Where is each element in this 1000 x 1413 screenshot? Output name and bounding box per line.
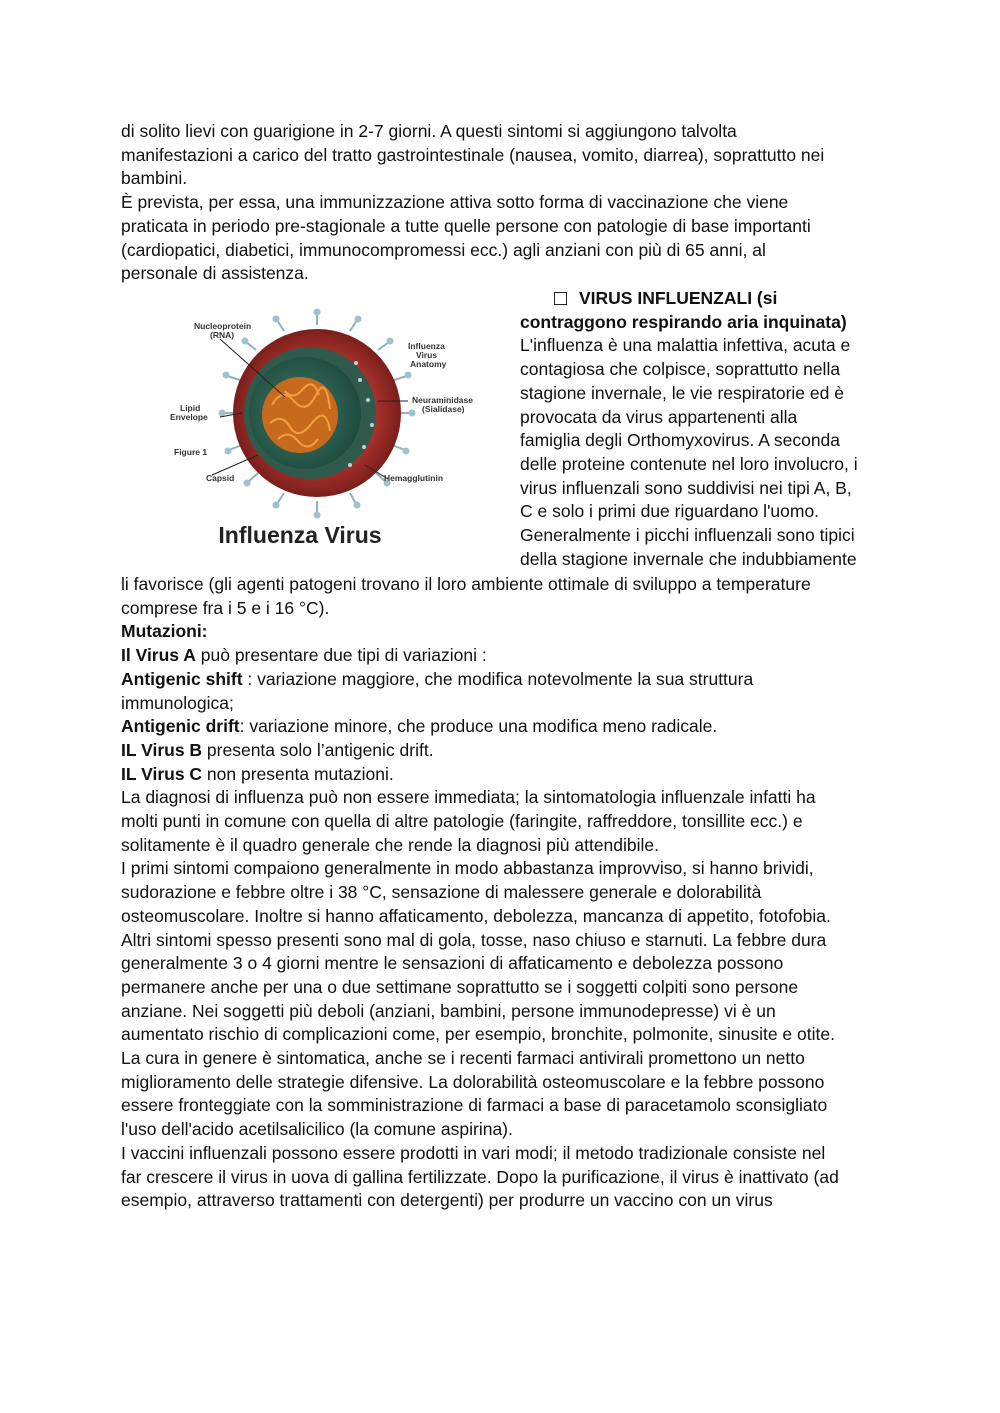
drift-line: [121, 715, 881, 739]
influenza-virus-figure: [160, 305, 490, 555]
virus-c-line: [121, 763, 881, 787]
intro-line: di solito lievi con guarigione in 2-7 giorni. A questi sintomi si aggiungono talvolta: [121, 121, 737, 141]
body-line: Altri sintomi spesso presenti sono mal di gola, tosse, naso chiuso e starnuti. La febbre dura: [121, 929, 827, 950]
body-line: generalmente 3 o 4 giorni mentre le sensazioni di affaticamento e debolezza possono: [121, 953, 784, 974]
section-line: famiglia degli Orthomyxovirus. A seconda: [520, 430, 841, 451]
virus-illustration: [160, 305, 490, 555]
section-line: L'influenza è una malattia infettiva, acuta e: [520, 335, 851, 356]
body-line: permanere anche per una o due settimane soprattutto se i soggetti colpiti sono persone: [121, 976, 799, 997]
intro-line: personale di assistenza.: [121, 263, 309, 284]
section-line: Generalmente i picchi influenzali sono tipici: [520, 525, 855, 546]
body-line: I primi sintomi compaiono generalmente in modo abbastanza improvviso, si hanno brividi,: [121, 858, 814, 879]
main-body: [121, 573, 881, 1213]
intro-paragraph: [121, 120, 881, 286]
section-line: virus influenzali sono suddivisi nei tipi A, B,: [520, 477, 852, 498]
section-line: C e solo i primi due riguardano l'uomo.: [520, 501, 820, 522]
body-line: l'uso dell'acido acetilsalicilico (la comune aspirina).: [121, 1119, 513, 1140]
body-line: miglioramento delle strategie difensive. La dolorabilità osteomuscolare e la febbre possono: [121, 1071, 825, 1092]
label-lipid: Lipid: [180, 403, 201, 413]
mutazioni-heading-text: Mutazioni:: [121, 621, 208, 642]
virus-a-text: può presentare due tipi di variazioni :: [195, 645, 487, 666]
intro-line: manifestazioni a carico del tratto gastrointestinale (nausea, vomito, diarrea), soprattutto nei: [121, 144, 825, 165]
shift-line-2: immunologica;: [121, 692, 234, 713]
body-line: I vaccini influenzali possono essere prodotti in vari modi; il metodo tradizionale consiste nel: [121, 1142, 826, 1163]
label-figure-1: Figure 1: [174, 447, 208, 457]
body-line: essere fronteggiate con la somministrazione di farmaci a base di paracetamolo sconsigliato: [121, 1095, 828, 1116]
shift-text: : variazione maggiore, che modifica notevolmente la sua struttura: [242, 668, 754, 689]
virus-a-label: Il Virus A: [121, 645, 196, 666]
intro-line: (cardiopatici, diabetici, immunocompromessi ecc.) agli anziani con più di 65 anni, al: [121, 239, 766, 260]
body-line: comprese fra i 5 e i 16 °C).: [121, 597, 330, 618]
label-capsid: Capsid: [206, 473, 235, 483]
intro-line: bambini.: [121, 168, 188, 189]
shift-line: [121, 668, 881, 692]
virus-b-label: IL Virus B: [121, 739, 203, 760]
body-line: La cura in genere è sintomatica, anche se i recenti farmaci antivirali promettono un netto: [121, 1048, 805, 1069]
label-rna: (RNA): [210, 330, 235, 340]
section-line: contagiosa che colpisce, soprattutto nella: [520, 359, 841, 380]
checkbox-icon: [554, 292, 567, 305]
label-sialidase: (Sialidase): [422, 404, 465, 414]
drift-label: Antigenic drift: [121, 716, 240, 737]
section-heading: [520, 287, 882, 311]
section-line: delle proteine contenute nel loro involucro, i: [520, 453, 858, 474]
drift-text: : variazione minore, che produce una modifica meno radicale.: [239, 716, 718, 737]
virus-b-text: presenta solo l’antigenic drift.: [202, 739, 434, 760]
section-line: della stagione invernale che indubbiamente: [520, 548, 857, 569]
label-neuraminidase: Neuraminidase: [412, 395, 473, 405]
virus-c-label: IL Virus C: [121, 763, 203, 784]
intro-line: È prevista, per essa, una immunizzazione attiva sotto forma di vaccinazione che viene: [121, 192, 789, 213]
virus-a-line: [121, 644, 881, 668]
body-line: La diagnosi di influenza può non essere immediata; la sintomatologia influenzale infatti ha: [121, 787, 816, 808]
section-line: provocata da virus appartenenti alla: [520, 406, 798, 427]
virus-influenzali-section: [520, 287, 882, 571]
figure-caption: Influenza Virus: [218, 522, 382, 548]
label-influenza: Influenza: [408, 341, 445, 351]
shift-label: Antigenic shift: [121, 668, 243, 689]
label-nucleoprotein: Nucleoprotein: [194, 321, 252, 331]
section-heading-continuation: [520, 311, 882, 335]
body-line: molti punti in comune con quella di altre patologie (faringite, raffreddore, tonsillite ecc.) e: [121, 811, 803, 832]
section-heading-line: VIRUS INFLUENZALI (si: [579, 288, 778, 308]
virus-c-text: non presenta mutazioni.: [202, 763, 394, 784]
section-heading-line: contraggono respirando aria inquinata): [520, 311, 847, 332]
mutazioni-heading: [121, 620, 881, 644]
label-envelope: Envelope: [170, 412, 208, 422]
section-line: stagione invernale, le vie respiratorie ed è: [520, 382, 844, 403]
virus-b-line: [121, 739, 881, 763]
body-line: solitamente è il quadro generale che rende la diagnosi più attendibile.: [121, 834, 660, 855]
body-line: anziane. Nei soggetti più deboli (anziani, bambini, persone immunodepresse) vi è un: [121, 1000, 776, 1021]
intro-line: praticata in periodo pre-stagionale a tutte quelle persone con patologie di base importanti: [121, 215, 811, 236]
body-line: far crescere il virus in uova di gallina fertilizzate. Dopo la purificazione, il virus è inattivato (ad: [121, 1166, 839, 1187]
label-anatomy: Anatomy: [410, 359, 447, 369]
body-line: sudorazione e febbre oltre i 38 °C, sensazione di malessere generale e dolorabilità: [121, 882, 762, 903]
label-hemagglutinin: Hemagglutinin: [384, 473, 444, 483]
body-line: li favorisce (gli agenti patogeni trovano il loro ambiente ottimale di sviluppo a temperature: [121, 574, 811, 594]
label-virus: Virus: [416, 350, 438, 360]
body-line: esempio, attraverso trattamenti con detergenti) per produrre un vaccino con un virus: [121, 1190, 773, 1211]
body-line: aumentato rischio di complicazioni come, per esempio, bronchite, polmonite, sinusite e otite.: [121, 1024, 835, 1045]
body-line: osteomuscolare. Inoltre si hanno affaticamento, debolezza, mancanza di appetito, fotofobia.: [121, 905, 831, 926]
